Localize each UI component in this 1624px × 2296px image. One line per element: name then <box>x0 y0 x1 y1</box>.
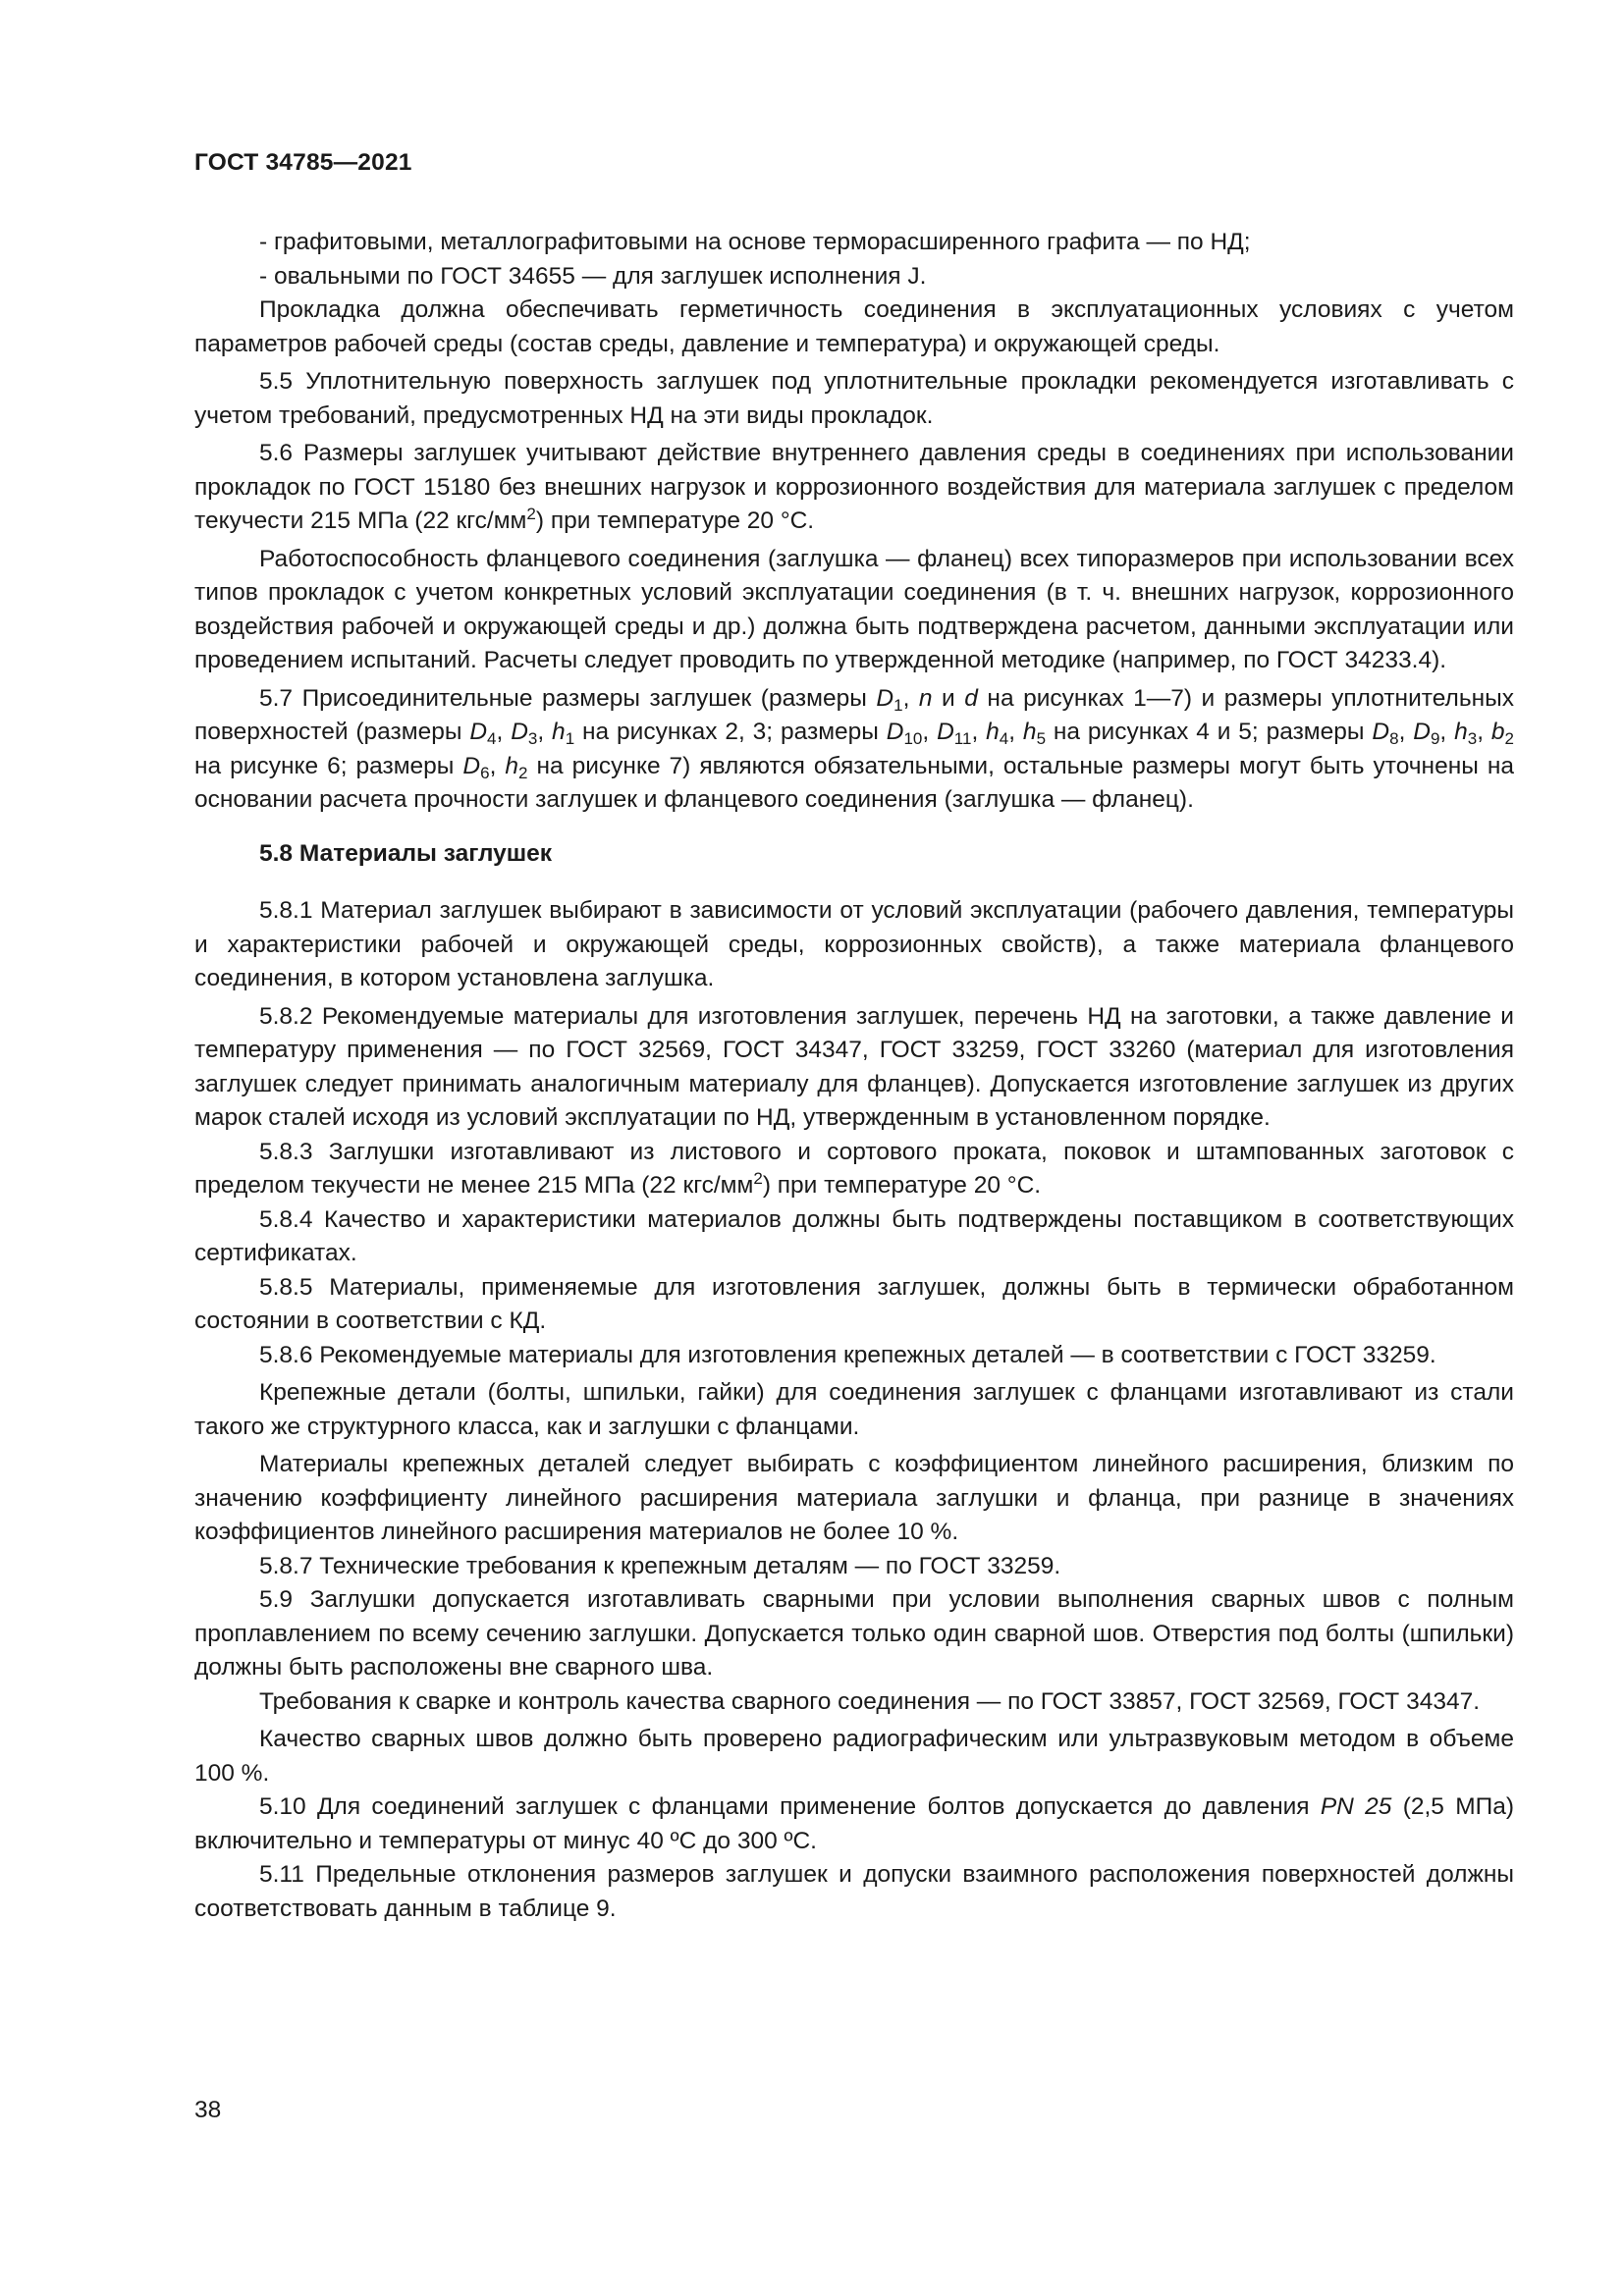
paragraph: - графитовыми, металлографитовыми на основе терморасширенного графита — по НД; <box>259 229 1251 255</box>
paragraph-5-8-5: 5.8.5 Материалы, применяемые для изготовления заглушек, должны быть в термически обработанном состоянии в соответствии с КД. <box>194 1273 1514 1334</box>
paragraph-5-8-3: 5.8.3 Заглушки изготавливают из листового и сортового проката, поковок и штампованных заготовок с пределом текучести не менее 215 МПа (22 кгс/$мм^2$) при температуре 20 °С. <box>194 1138 1514 1199</box>
paragraph: Качество сварных швов должно быть проверено радиографическим или ультразвуковым методом в объеме 100 %. <box>194 1726 1514 1787</box>
paragraph: Материалы крепежных деталей следует выбирать с коэффициентом линейного расширения, близким по значению коэффициенту линейного расширения материала заглушки и фланца, при разнице в значениях коэффициентов линейного расширения материалов не более 10 %. <box>194 1451 1514 1545</box>
paragraph-5-9: 5.9 Заглушки допускается изготавливать сварными при условии выполнения сварных швов с полным проплавлением по всему сечению заглушки. Допускается только один сварной шов. Отверстия под болты (шпильки) должны быть расположены вне сварного шва. <box>194 1586 1514 1681</box>
paragraph-5-6: 5.6 Размеры заглушек учитывают действие внутреннего давления среды в соединениях при использовании прокладок по ГОСТ 15180 без внешних нагрузок и коррозионного воздействия для материала заглушек с пределом текучести 215 МПа (22 кгс/$мм^2$) при температуре 20 °С. <box>194 440 1514 534</box>
paragraph: Требования к сварке и контроль качества сварного соединения — по ГОСТ 33857, ГОСТ 32569, ГОСТ 34347. <box>259 1687 1481 1715</box>
page-header: ГОСТ 34785—2021 <box>194 149 412 176</box>
paragraph-5-8-6: 5.8.6 Рекомендуемые материалы для изготовления крепежных деталей — в соответствии с ГОСТ 33259. <box>259 1341 1436 1368</box>
paragraph-5-8-2: 5.8.2 Рекомендуемые материалы для изготовления заглушек, перечень НД на заготовки, а также давление и температуру применения — по ГОСТ 32569, ГОСТ 34347, ГОСТ 33259, ГОСТ 33260 (материал для изготовления заглушек следует принимать аналогичным материалу для фланцев). Допускается изготовление заглушек из других марок сталей исходя из условий эксплуатации по НД, утвержденным в установленном порядке. <box>194 1002 1514 1131</box>
paragraph: - овальными по ГОСТ 34655 — для заглушек исполнения J. <box>259 262 927 290</box>
paragraph: Прокладка должна обеспечивать герметичность соединения в эксплуатационных условиях с учетом параметров рабочей среды (состав среды, давление и температура) и окружающей среды. <box>194 296 1514 357</box>
page-number: 38 <box>194 2097 222 2123</box>
paragraph-5-8-1: 5.8.1 Материал заглушек выбирают в зависимости от условий эксплуатации (рабочего давления, температуры и характеристики рабочей и окружающей среды, коррозионных свойств), а также материала фланцевого соединения, в котором установлена заглушка. <box>194 897 1514 991</box>
paragraph: Крепежные детали (болты, шпильки, гайки) для соединения заглушек с фланцами изготавливают из стали такого же структурного класса, как и заглушки с фланцами. <box>194 1379 1514 1440</box>
paragraph-5-11: 5.11 Предельные отклонения размеров заглушек и допуски взаимного расположения поверхностей должны соответствовать данным в таблице 9. <box>194 1861 1514 1922</box>
paragraph-5-7: 5.7 Присоединительные размеры заглушек (размеры $D_1$, n и d на рисунках 1—7) и размеры уплотнительных поверхностей (размеры $D_4$, $D_3$, $h_1$ на рисунках 2, 3; размеры $D_{10}$, $D_{11}$, $h_4$, $h_5$ на рисунках 4 и 5; размеры $D_8$, $D_9$, $h_3$, $b_2$ на рисунке 6; размеры $D_6$, $h_2$ на рисунке 7) являются обязательными, остальные размеры могут быть уточнены на основании расчета прочности заглушек и фланцевого соединения (заглушка — фланец). <box>194 684 1515 813</box>
paragraph: Работоспособность фланцевого соединения (заглушка — фланец) всех типоразмеров при использовании всех типов прокладок с учетом конкретных условий эксплуатации соединения (в т. ч. внешних нагрузок, коррозионного воздействия рабочей и окружающей среды и др.) должна быть подтверждена расчетом, данными эксплуатации или проведением испытаний. Расчеты следует проводить по утвержденной методике (например, по ГОСТ 34233.4). <box>194 545 1514 673</box>
paragraph-5-8-4: 5.8.4 Качество и характеристики материалов должны быть подтверждены поставщиком в соответствующих сертификатах. <box>194 1205 1514 1266</box>
paragraph-5-5: 5.5 Уплотнительную поверхность заглушек под уплотнительные прокладки рекомендуется изготавливать с учетом требований, предусмотренных НД на эти виды прокладок. <box>194 368 1514 429</box>
paragraph-5-8-7: 5.8.7 Технические требования к крепежным деталям — по ГОСТ 33259. <box>259 1552 1061 1579</box>
document-body <box>194 226 1514 1926</box>
section-heading-5-8: 5.8 Материалы заглушек <box>259 839 553 867</box>
paragraph-5-10: 5.10 Для соединений заглушек с фланцами применение болтов допускается до давления PN 25 (2,5 МПа) включительно и температуры от минус 40 ºС до 300 ºС. <box>194 1793 1515 1854</box>
